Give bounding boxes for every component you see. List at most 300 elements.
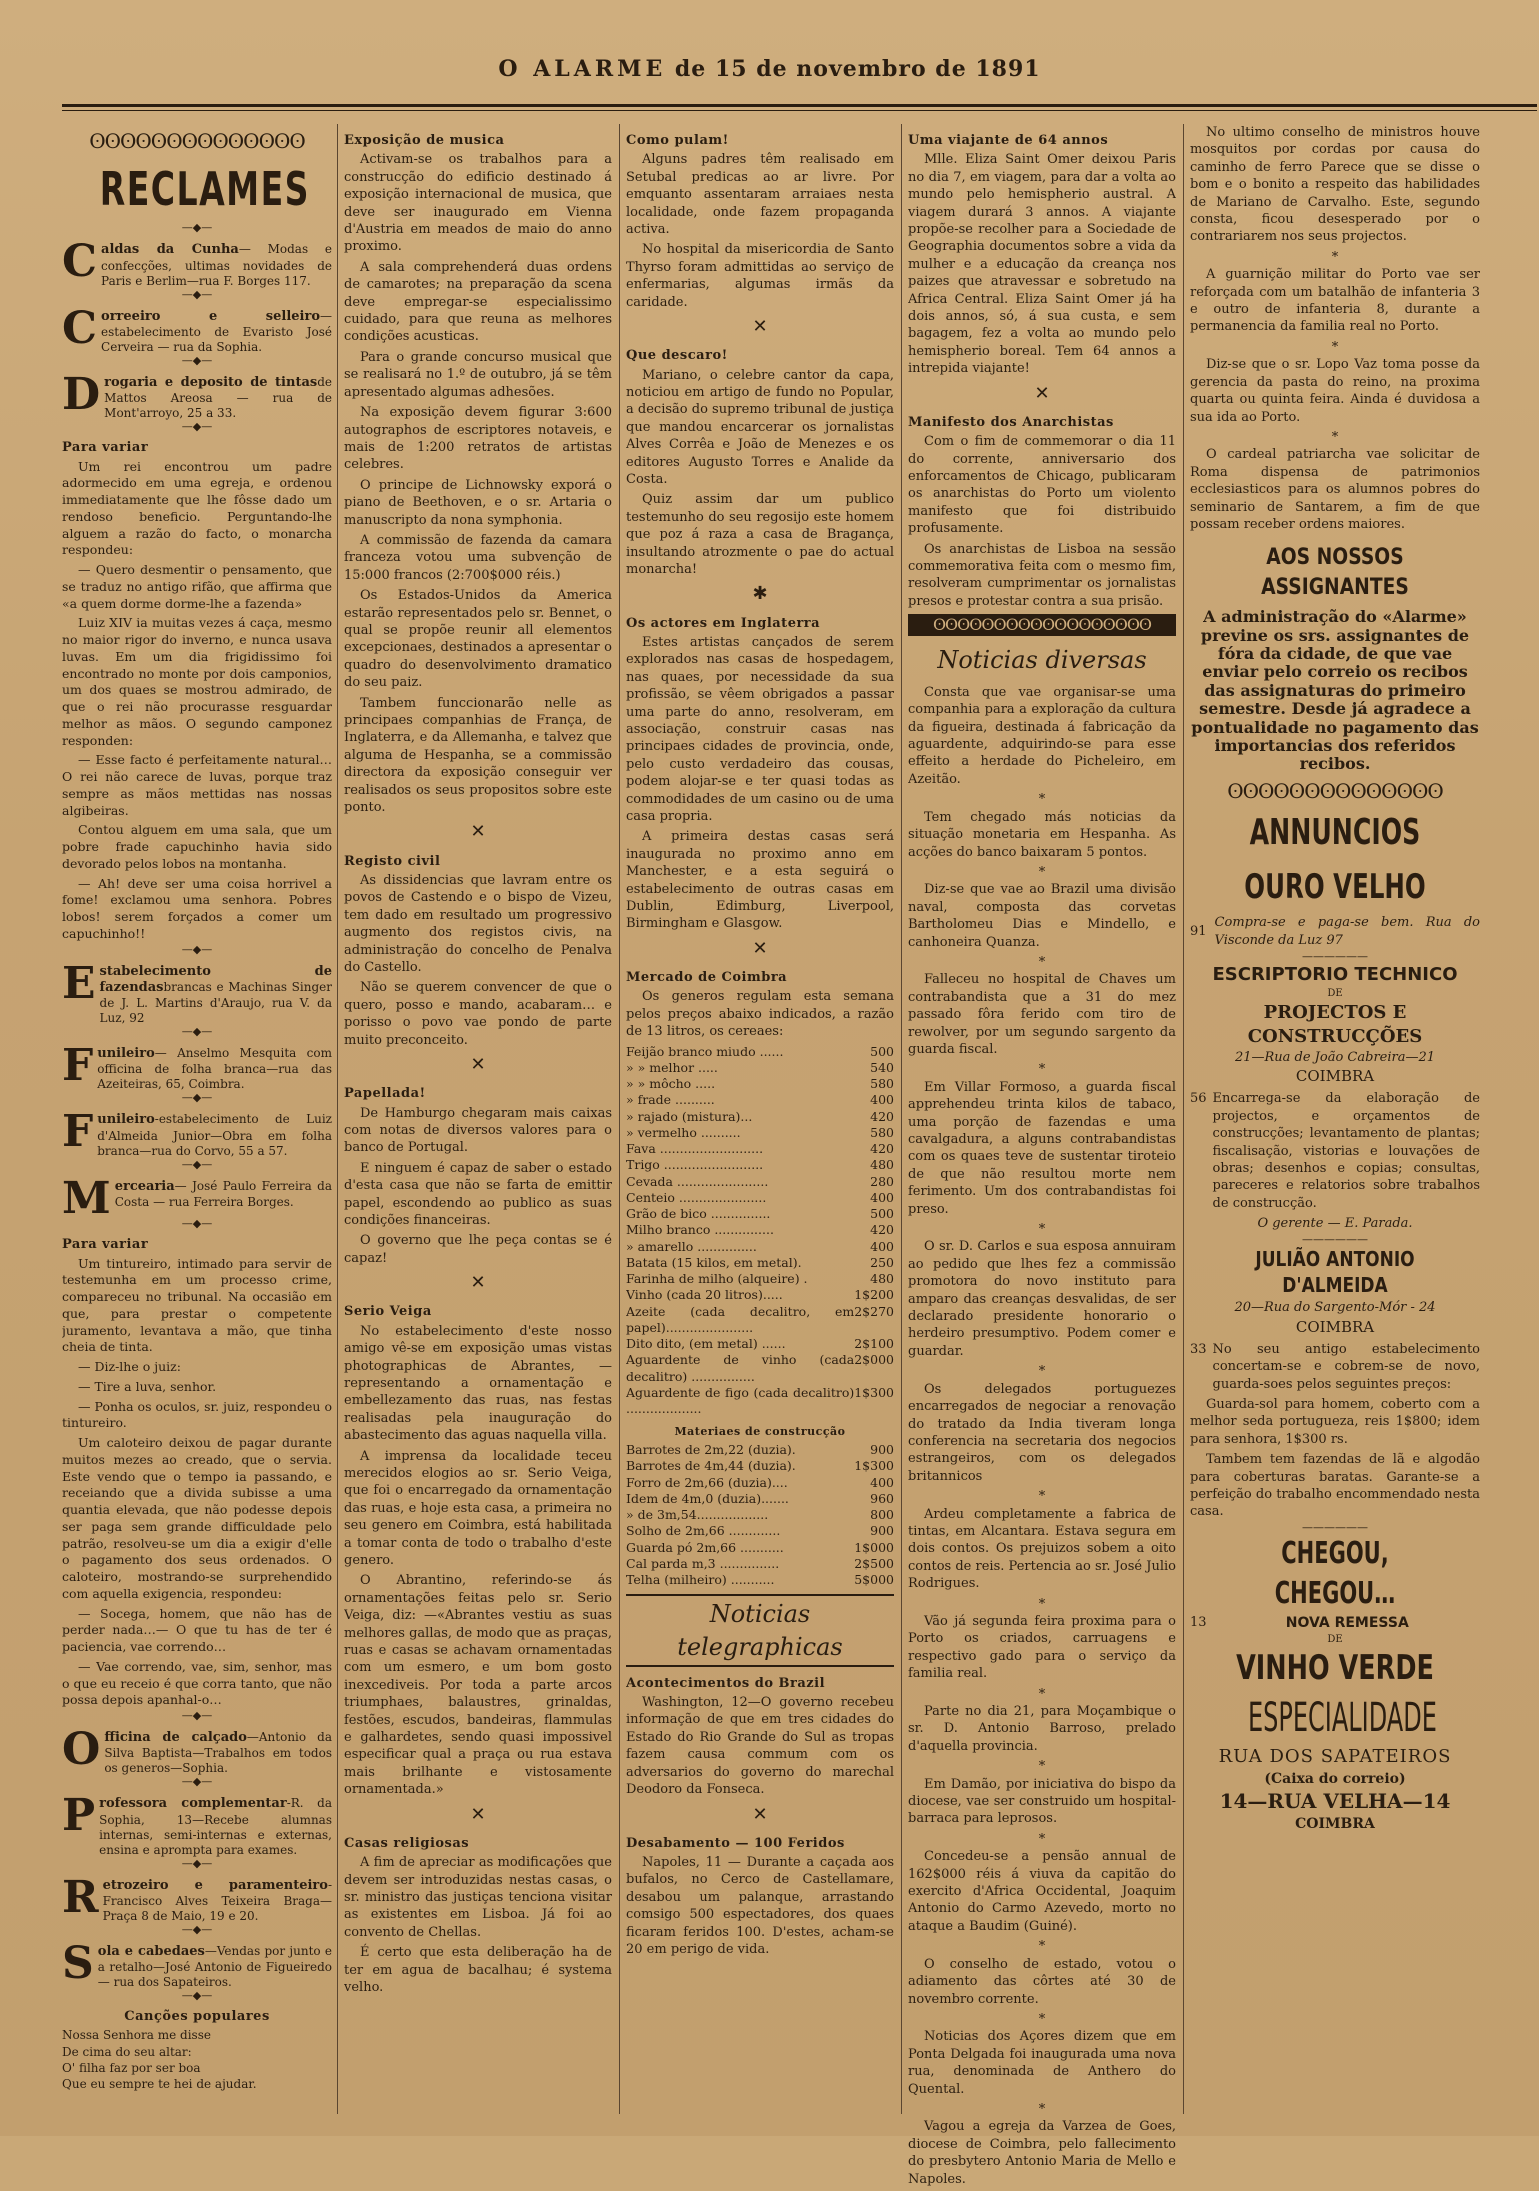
cross-separator: ✕ (752, 1803, 768, 1825)
divider: —◆— (181, 942, 213, 956)
article-registo (344, 872, 612, 1049)
article-paragraph: A primeira destas casas será inaugurada no proximo anno em Manchester, e a esta seguirá o estabelecimento de outras casas em Dublin, Edimburg, Liverpool, Birmingham e Glasgow. (626, 829, 894, 932)
reclame-ad (62, 1040, 332, 1092)
heading-brazil: Acontecimentos do Brazil (626, 1675, 826, 1691)
materials-title: Materiaes de construcção (674, 1425, 846, 1439)
price-value: 420 (870, 1108, 894, 1124)
price-row (626, 1287, 894, 1303)
price-row (626, 1352, 894, 1385)
heading-papellada: Papellada! (344, 1086, 426, 1102)
price-item: Solho de 2m,66 ............. (626, 1523, 781, 1539)
ornament-border: ʘʘʘʘʘʘʘʘʘʘʘʘʘʘ (89, 129, 305, 153)
article-anarchistas (908, 433, 1176, 610)
reclame-text: unileiro-estabelecimento de Luiz d'Almeida Junior—Obra em folha branca—rua do Corvo, 55 a 57. (97, 1112, 332, 1158)
poem-line: Nossa Senhora me disse (62, 2028, 211, 2043)
reclame-text: ercearia— José Paulo Ferreira da Costa — rua Ferreira Borges. (114, 1178, 332, 1209)
price-item: Telha (milheiro) ........... (626, 1572, 775, 1588)
divider: —◆— (181, 1775, 213, 1789)
price-row (626, 1336, 894, 1352)
reclame-ad (62, 1790, 332, 1857)
anecdote-paragraph: — Tire a luva, senhor. (78, 1378, 217, 1394)
divider: —◆— (181, 1709, 213, 1723)
article-paragraph: A commissão de fazenda da camara franceza votou uma subvenção de 15:000 francos (2:700$000 réis.) (344, 532, 612, 583)
article-exposicao (344, 151, 612, 816)
ad-escriptorio-de: DE (1327, 988, 1343, 1000)
price-item: Farinha de milho (alqueire) . (626, 1271, 808, 1287)
price-item: » » melhor ..... (626, 1059, 718, 1075)
divider: —◆— (181, 1922, 213, 1936)
news-item: O conselho de estado, votou o adiamento das côrtes até 30 de novembro corrente. (908, 1956, 1176, 2007)
cross-separator: ✕ (470, 1803, 486, 1825)
anecdotes-2 (62, 1256, 332, 1710)
anecdote-paragraph: Luiz XIV ia muitas vezes á caça, mesmo no maior rigor do inverno, e nunca usava luvas. Em um dia frigidissimo foi encontrado no monte por dois camponios, um dos quaes se mostrou admirado, de que o rei não procurasse resguardar melhor as mãos. O segundo camponez responden: (62, 615, 332, 748)
price-value: 2$270 (854, 1303, 894, 1319)
drop-cap: P (62, 1790, 96, 1842)
reclames-ads (62, 236, 332, 434)
price-row (626, 1076, 894, 1092)
star-separator: * (1038, 864, 1046, 880)
reclame-name: etrozeiro e paramenteiro (102, 1877, 328, 1893)
price-row (626, 1523, 894, 1539)
reclame-name: fficina de calçado (104, 1730, 247, 1746)
price-value: 480 (870, 1157, 894, 1173)
divider: —◆— (181, 1989, 213, 2003)
poem-line: De cima do seu altar: (62, 2044, 192, 2059)
price-row (626, 1174, 894, 1190)
reclame-ad (62, 1106, 332, 1158)
article-como-pulam (626, 151, 894, 311)
price-row (626, 1206, 894, 1222)
ad-juliao-body (1190, 1341, 1480, 1396)
price-value: 580 (870, 1076, 894, 1092)
article-paragraph: Os Estados-Unidos da America estarão representados pelo sr. Bennet, o qual se propõe reunir all elementos excepcionaes, destinados a apresentar o quadro do desenvolvimento dramatico do seu paiz. (344, 588, 612, 691)
reclame-ad (62, 1724, 332, 1776)
price-item: » rajado (mistura)... (626, 1108, 753, 1124)
price-row (626, 1475, 894, 1491)
mercado-intro: Os generos regulam esta semana pelos preços abaixo indicados, a razão de 13 litros, os cereaes: (626, 989, 894, 1040)
article-casas (344, 1854, 612, 1996)
heading-descaro: Que descaro! (626, 348, 728, 364)
column-divider (1183, 124, 1184, 2114)
subscribers-text: A administração do «Alarme» previne os srs. assignantes de fóra da cidade, de que vae enviar pelo correio os recibos das assignaturas do primeiro semestre. Desde já agradece a pontualidade no pagamento das importancias dos referidos recibos. (1191, 607, 1479, 774)
column-reclames (62, 124, 332, 2092)
article-paragraph: Na exposição devem figurar 3:600 autographos de escriptores notaveis, e mais de 1:200 retratos de artistas celebres. (344, 405, 612, 473)
heading-como-pulam: Como pulam! (626, 133, 729, 148)
anecdote-paragraph: — Ah! deve ser uma coisa horrivel a fome! exclamou uma senhora. Pobres lobos! serem forçados a comer um capuchinho!! (62, 875, 332, 941)
para-variar-heading: Para variar (62, 440, 149, 456)
ad-chegou-address-2: 14—RUA VELHA—14 (1219, 1789, 1451, 1814)
article-paragraph: O principe de Lichnowsky exporá o piano de Beethoven, e o sr. Artaria o manuscripto da nona symphonia. (344, 477, 612, 528)
price-value: 400 (870, 1474, 894, 1490)
anecdote-paragraph: Contou alguem em uma sala, que um pobre frade capuchinho havia sido devorado pelos lobos na montanha. (62, 822, 332, 871)
article-paragraph: Com o fim de commemorar o dia 11 do corrente, anniversario dos enforcamentos de Chicago, publicaram os anarchistas do Porto um violento manifesto que foi distribuido profusamente. (908, 434, 1176, 537)
price-row (626, 1190, 894, 1206)
reclame-name: unileiro (97, 1112, 155, 1128)
ad-chegou-sub: NOVA REMESSA (1285, 1615, 1409, 1632)
price-item: Fava .......................... (626, 1141, 764, 1157)
news-item: No ultimo conselho de ministros houve mosquitos por cordas por causa do caminho de ferro Parece que se disse o bom e o bonito a respeito das habilidades de Mariano de Carvalho. Este, segundo consta, ficou desesperado por o contrariarem nos seus projectos. (1190, 125, 1480, 245)
drop-cap: O (62, 1724, 101, 1776)
price-value: 960 (870, 1490, 894, 1506)
materials-table (626, 1442, 894, 1588)
column-5-items (1190, 124, 1480, 533)
price-row (626, 1239, 894, 1255)
star-separator: * (1038, 1759, 1046, 1775)
heading-serio-veiga: Serio Veiga (344, 1304, 432, 1320)
news-item: Parte no dia 21, para Moçambique o sr. D. Antonio Barroso, prelado d'aquella provincia. (908, 1704, 1176, 1754)
heading-actores: Os actores em Inglaterra (626, 615, 821, 631)
heading-desabamento: Desabamento — 100 Feridos (626, 1835, 845, 1851)
ad-escriptorio-address: 21—Rua de João Cabreira—21 (1234, 1049, 1436, 1065)
price-value: 1$300 (854, 1384, 894, 1400)
article-paragraph: No estabelecimento d'este nosso amigo vê-se em exposição umas vistas photographicas de Abrantes, —representando a ornamentação e embellezamento das ruas, nas festas realisadas pela inauguração do abastecimento das aguas naquella villa. (344, 1323, 612, 1444)
ad-juliao-city: COIMBRA (1295, 1317, 1375, 1336)
article-paragraph: E ninguem é capaz de saber o estado d'esta casa que não se farta de emittir papel, escondendo ao publico as suas condições financeiras. (344, 1160, 612, 1228)
reclame-name: aldas da Cunha (101, 242, 239, 258)
news-item: Diz-se que vae ao Brazil uma divisão naval, composta das corvetas Bartholomeu Dias e Mindello, e canhoneira Quanza. (908, 882, 1176, 950)
heading-exposicao: Exposição de musica (344, 133, 505, 148)
divider: —————— (1302, 1520, 1368, 1534)
ad-chegou-title: CHEGOU, CHEGOU… (1274, 1535, 1396, 1611)
price-value: 5$000 (854, 1572, 894, 1588)
drop-cap: R (62, 1871, 99, 1923)
news-item: O sr. D. Carlos e sua esposa annuiram ao pedido que lhes fez a commissão promotora do novo instituto para amparo das creanças desvalidas, de ser declarado presidente honorario o herdeiro presumptivo. Podem comer e guardar. (908, 1239, 1176, 1359)
article-paragraph: As dissidencias que lavram entre os povos de Castendo e o bispo de Vizeu, tem dado em resultado um progressivo augmento dos registos civis, na administração do concelho de Penalva do Castello. (344, 872, 612, 975)
reclame-name: orreeiro e selleiro (101, 308, 320, 324)
reclame-text: rofessora complementar-R. da Sophia, 13—Recebe alumnas internas, semi-internas e externas, ensina e apromptа para exames. (99, 1796, 332, 1857)
price-item: Trigo ......................... (626, 1157, 764, 1173)
ad-chegou-caixa: (Caixa do correio) (1264, 1770, 1406, 1787)
price-value: 280 (870, 1173, 894, 1189)
price-row (626, 1491, 894, 1507)
column-divider (337, 124, 338, 2114)
price-item: Cal parda m,3 ............... (626, 1555, 780, 1571)
drop-cap: F (62, 1106, 94, 1158)
ad-escriptorio-city: COIMBRA (1295, 1067, 1375, 1086)
article-paragraph: É certo que esta deliberação ha de ter em agua de bacalhau; é systema velho. (344, 1945, 612, 1996)
heading-viajante: Uma viajante de 64 annos (908, 133, 1109, 148)
reclame-ad (62, 957, 332, 1027)
poem-line: O' filha faz por ser boa (62, 2060, 201, 2075)
article-paragraph: O governo que lhe peça contas se é capaz! (344, 1233, 612, 1266)
star-separator: * (1038, 1062, 1046, 1078)
cross-separator: ✕ (752, 937, 768, 959)
divider: —◆— (181, 1025, 213, 1039)
price-row (626, 1458, 894, 1474)
article-paragraph: No hospital da misericordia de Santo Thyrso foram admittidas ao serviço de enfermarias, algumas irmãs da caridade. (626, 242, 894, 310)
anecdote-paragraph: — Esse facto é perfeitamente natural… O rei não carece de luvas, porque traz sempre as mãos mettidas nas nossas algibeiras. (62, 752, 332, 818)
reclame-text: orreeiro e selleiro— estabelecimento de Evaristo José Cerveira — rua da Sophia. (101, 308, 332, 354)
reclame-ad (62, 302, 332, 355)
article-paragraph: Tambem funccionarão nelle as principaes companhias de França, de Inglaterra, e da Allemanha, e talvez que alguma de Hespanha, se a commissão directora da exposição conseguir ver realisados os seus propositos sobre este ponto. (344, 695, 612, 816)
ad-juliao-text: No seu antigo estabelecimento concertam-se e cobrem-se de novo, guarda-soes pelos seguintes preços: (1212, 1341, 1480, 1392)
ad-juliao-text-3: Tambem tem fazendas de lã e algodão para coberturas baratas. Garante-se a perfeição do trabalho encommendado nesta casa. (1190, 1452, 1480, 1520)
price-item: Dito dito, (em metal) ...... (626, 1336, 786, 1352)
ad-number: 13 (1190, 1615, 1207, 1631)
price-row (626, 1092, 894, 1108)
ad-vinho-title: VINHO VERDE (1236, 1648, 1434, 1689)
news-item: O cardeal patriarcha vae solicitar de Roma dispensa de patrimonios ecclesiasticos para os alumnos pobres do seminario de Santarem, a fim de que possam receber ordens maiores. (1190, 447, 1480, 532)
drop-cap: E (62, 957, 96, 1009)
price-value: 2$000 (854, 1352, 894, 1368)
price-item: Azeite (cada decalitro, em papel)...................... (626, 1303, 855, 1335)
subscribers-title: AOS NOSSOS ASSIGNANTES (1261, 545, 1409, 600)
anecdote-paragraph: — Diz-lhe o juiz: (78, 1359, 181, 1375)
price-row (626, 1540, 894, 1556)
ornament-strip: ʘʘʘʘʘʘʘʘʘʘʘʘʘʘʘʘʘʘ (908, 614, 1176, 635)
banner-telegraphicas: Noticias telegraphicas (626, 1594, 894, 1666)
news-item: Tem chegado más noticias da situação monetaria em Hespanha. As acções do banco baixaram 5 pontos. (908, 809, 1176, 860)
reclame-name: unileiro (97, 1046, 155, 1062)
drop-cap: M (62, 1172, 111, 1224)
anecdote-paragraph: Um tintureiro, intimado para servir de testemunha em um processo crime, compareceu no tribunal. Na occasião em que, para prestar o competente juramento, levantava a mão, que tinha cheia de tinta. (62, 1255, 332, 1355)
divider: —◆— (181, 1091, 213, 1105)
star-separator: * (1038, 792, 1046, 808)
ad-escriptorio-title: ESCRIPTORIO TECHNICO (1212, 964, 1458, 986)
divider: —◆— (181, 420, 213, 434)
article-descaro (626, 367, 894, 579)
article-brazil: Washington, 12—O governo recebeu informação de que em tres cidades do Estado do Rio Grande do Sul as tropas fazem causa commum com os adversarios do governo do marechal Deodoro da Fonseca. (626, 1695, 894, 1798)
column-4 (908, 124, 1176, 2191)
news-item: Os delegados portuguezes encarregados de negociar a renovação do tratado da India tiveram longa conferencia na secretaria dos negocios estrangeiros, com os delegados britannicos (908, 1381, 1176, 1484)
ad-ouro-velho-text: Compra-se e paga-se bem. Rua do Visconde da Luz 97 (1214, 915, 1480, 948)
poem-line: Que eu sempre te hei de ajudar. (62, 2076, 257, 2091)
article-paragraph: A sala comprehenderá duas ordens de camarotes; na preparação da scena deve empregar-se especialissimo cuidado, para que reuna as melhores condições acusticas. (344, 259, 612, 345)
star-separator: * (1331, 339, 1339, 355)
news-item: A guarnição militar do Porto vae ser reforçada com um batalhão de infanteria 3 e outro de infanteria 8, durante a permanencia da familia real no Porto. (1190, 267, 1480, 335)
reclames-ads-3 (62, 1724, 332, 2003)
reclame-ad (62, 368, 332, 421)
price-row (626, 1222, 894, 1238)
article-viajante: Mlle. Eliza Saint Omer deixou Paris no dia 7, em viagem, para dar a volta ao mundo pelo hemispherio austral. A viagem durará 3 annos. A viajante propõe-se recolher para a Sociedade de Geographia documentos sobre a vida da mulher e a educação da creança nos paizes que atravessar e sobretudo na Africa Central. Eliza Saint Omer já ha dois annos, só, á sua custa, e sem bagagem, fez a volta ao mundo pelo hemispherio boreal. Tem 64 annos a intrepida viajante! (908, 152, 1176, 377)
anecdote-paragraph: — Vae correndo, vae, sim, senhor, mas o que eu receio é que corra tanto, que não possa depois apanhal-o… (62, 1658, 332, 1708)
divider: —◆— (181, 287, 213, 301)
price-value: 500 (870, 1206, 894, 1222)
price-value: 420 (870, 1141, 894, 1157)
price-item: Guarda pó 2m,66 ........... (626, 1539, 784, 1555)
price-item: Barrotes de 4m,44 (duzia). (626, 1458, 796, 1474)
reclame-text: aldas da Cunha— Modas e confecções, ultimas novidades de Paris e Berlim—rua F. Borges 117. (101, 242, 332, 288)
cross-separator: ✱ (752, 583, 768, 605)
price-item: » amarello ............... (626, 1238, 757, 1254)
cross-separator: ✕ (470, 821, 486, 843)
news-item: Vagou a egreja da Varzea de Goes, diocese de Coimbra, pelo fallecimento do presbytero Antonio Maria de Mello e Napoles. (908, 2119, 1176, 2187)
masthead-title: O ALARME (498, 56, 667, 82)
price-value: 480 (870, 1271, 894, 1287)
price-row (626, 1304, 894, 1337)
price-item: Feijão branco miudo ...... (626, 1043, 784, 1059)
drop-cap: D (62, 368, 101, 420)
article-paragraph: A fim de apreciar as modificações que devem ser introduzidas nestas casas, o sr. ministro das justiças tenciona visitar as existentes em Lisboa. Já foi ao convento de Chellas. (344, 1855, 612, 1940)
price-item: Aguardente de figo (cada decalitro) ................... (626, 1384, 855, 1417)
price-value: 580 (870, 1124, 894, 1140)
column-divider (619, 124, 620, 2114)
divider: —◆— (181, 1217, 213, 1231)
price-value: 1$200 (854, 1287, 894, 1303)
anecdote-paragraph: — Quero desmentir o pensamento, que se traduz no antigo rifão, que affirma que «a quem dorme dorme-lhe a fazenda» (62, 562, 332, 611)
reclame-ad (62, 1172, 332, 1224)
price-item: Batata (15 kilos, em metal). (626, 1254, 802, 1270)
article-paragraph: Quiz assim dar um publico testemunho do seu regosijo este homem que poz á raza a casa de Bragança, insultando atrozmente o pae do actual monarcha! (626, 492, 894, 578)
ad-escriptorio-manager: O gerente — E. Parada. (1257, 1216, 1413, 1232)
cross-separator: ✕ (1034, 382, 1050, 404)
reclame-name: ercearia (114, 1178, 175, 1194)
price-value: 400 (870, 1092, 894, 1108)
anecdotes (62, 459, 332, 943)
anecdote-paragraph: — Ponha os oculos, sr. juiz, respondeu o tintureiro. (62, 1398, 332, 1431)
banner-diversas: Noticias diversas (937, 645, 1147, 674)
column-3 (626, 124, 894, 1961)
article-paragraph: Os anarchistas de Lisboa na sessão commemorativa feita com o mesmo fim, resolveram cumprimentar os jornalistas presos e protestar contra a sua prisão. (908, 541, 1176, 609)
drop-cap: C (62, 236, 98, 288)
price-value: 500 (870, 1043, 894, 1059)
drop-cap: S (62, 1937, 94, 1989)
article-paragraph: Mariano, o celebre cantor da capa, noticiou em artigo de fundo no Popular, a decisão do supremo tribunal de justiça que mandou encarcerar os jornalistas Alves Corrêa e João de Menezes e os editores Augusto Torres e Analide da Costa. (626, 367, 894, 488)
article-paragraph: Não se querem convencer de que o quero, posso e mando, acabaram… e porisso o povo vae pondo de parte muito preconceito. (344, 980, 612, 1048)
star-separator: * (1038, 1939, 1046, 1955)
star-separator: * (1038, 1222, 1046, 1238)
reclame-ad (62, 1937, 332, 1990)
price-item: Idem de 4m,0 (duzia)....... (626, 1490, 789, 1506)
ornament-border: ʘʘʘʘʘʘʘʘʘʘʘʘʘʘ (1227, 778, 1443, 803)
ad-escriptorio-title-2: PROJECTOS E CONSTRUCÇÕES (1247, 1001, 1423, 1047)
para-variar-heading-2: Para variar (62, 1237, 149, 1253)
price-item: » vermelho .......... (626, 1124, 741, 1140)
article-desabamento: Napoles, 11 — Durante a caçada aos bufalos, no Cerco de Castellamare, desabou um palanque, arrastando comsigo 500 espectadores, dos quaes ficaram feridos 100. D'estes, acham-se 20 em perigo de vida. (626, 1855, 894, 1958)
divider: —◆— (181, 221, 213, 235)
price-row (626, 1109, 894, 1125)
price-row (626, 1044, 894, 1060)
poem (62, 2027, 332, 2091)
anecdote-paragraph: — Socega, homem, que não has de perder nada…— O que tu has de ter é paciencia, vae correndo… (62, 1605, 332, 1655)
price-row (626, 1271, 894, 1287)
price-table (626, 1044, 894, 1418)
divider: —————— (1302, 950, 1368, 964)
price-row (626, 1255, 894, 1271)
reclame-ad (62, 1871, 332, 1924)
price-row (626, 1125, 894, 1141)
star-separator: * (1038, 1364, 1046, 1380)
cross-separator: ✕ (470, 1054, 486, 1076)
ad-chegou-address: RUA DOS SAPATEIROS (1218, 1746, 1452, 1768)
ad-chegou-de: DE (1327, 1633, 1343, 1645)
price-value: 2$100 (854, 1336, 894, 1352)
drop-cap: C (62, 302, 98, 354)
price-value: 900 (870, 1523, 894, 1539)
price-value: 400 (870, 1238, 894, 1254)
article-paragraph: Activam-se os trabalhos para a construcção do edificio destinado á exposição internacional de musica, que deve ser inaugurado em Vienna d'Austria em meados de maio do anno proximo. (344, 152, 612, 255)
divider: —◆— (181, 353, 213, 367)
cross-separator: ✕ (752, 316, 768, 338)
price-value: 2$500 (854, 1555, 894, 1571)
star-separator: * (1038, 2101, 1046, 2117)
price-row (626, 1157, 894, 1173)
price-value: 540 (870, 1059, 894, 1075)
reclame-name: rogaria e deposito de tintas (104, 374, 318, 390)
ad-ouro-velho-title: OURO VELHO (1244, 866, 1426, 907)
price-item: » » môcho ..... (626, 1076, 716, 1092)
price-value: 1$000 (854, 1539, 894, 1555)
news-item: Diz-se que o sr. Lopo Vaz toma posse da gerencia da pasta do reino, na proxima quarta ou quinta feira. Ainda é duvidosa a sua ida ao Porto. (1190, 357, 1480, 425)
reclame-name: stabelecimento de fazendas (99, 963, 332, 995)
news-item: Noticias dos Açores dizem que em Ponta Delgada foi inaugurada uma nova rua, denominada de Anthero do Quental. (908, 2029, 1176, 2097)
star-separator: * (1038, 1831, 1046, 1847)
star-separator: * (1038, 1489, 1046, 1505)
star-separator: * (1038, 2011, 1046, 2027)
divider: —————— (1302, 1232, 1368, 1246)
ad-number: 56 (1190, 1091, 1207, 1107)
article-actores (626, 634, 894, 933)
price-row (626, 1572, 894, 1588)
drop-cap: F (62, 1040, 94, 1092)
price-value: 400 (870, 1189, 894, 1205)
article-paragraph: Alguns padres têm realisado em Setubal predicas ao ar livre. Por emquanto assentaram arraiaes nesta localidade, onde fazem propaganda activa. (626, 152, 894, 238)
reclame-text: ola e cabedaes—Vendas por junto e a retalho—José Antonio de Figueiredo — rua dos Sapateiros. (97, 1943, 332, 1990)
news-item: Em Villar Formoso, a guarda fiscal apprehendeu trinta kilos de tabaco, uma porção de fazendas e uma cavalgadura, a alguns contrabandistas com os quaes teve de sustentar tiroteio de que não resultou morte nem ferimento. Um dos contrabandistas foi preso. (908, 1079, 1176, 1217)
price-value: 1$300 (854, 1458, 894, 1474)
reclame-name: ola e cabedaes (97, 1943, 205, 1959)
price-item: Forro de 2m,66 (duzia).... (626, 1474, 788, 1490)
news-item: Concedeu-se a pensão annual de 162$000 réis á viuva da capitão do exercito d'Africa Occidental, Joaquim Antonio do Carmo Azevedo, morto no ataque a Baudim (Guiné). (908, 1849, 1176, 1934)
top-rule-thin (62, 110, 1537, 111)
news-item: Vão já segunda feira proxima para o Porto os criados, carruagens e respectivo gado para o serviço da familia real. (908, 1613, 1176, 1682)
poem-title: Canções populares (124, 2009, 270, 2025)
price-value: 250 (870, 1254, 894, 1270)
news-item: Ardeu completamente a fabrica de tintas, em Alcantara. Estava segura em dois contos. Os prejuizos sobem a oito contos de reis. Pertencia ao sr. José Julio Rodrigues. (908, 1506, 1176, 1592)
article-paragraph: A imprensa da localidade teceu merecidos elogios ao sr. Serio Veiga, que foi o encarregado da ornamentação das ruas, e hoje esta casa, a primeira no seu genero em Coimbra, está habilitada a tomar conta de todo o trabalho d'este genero. (344, 1448, 612, 1568)
news-item: Consta que vae organisar-se uma companhia para a exploração da cultura da figueira, destinada á fabricação da aguardente, adquirindo-se para esse effeito a herdade do Picheleiro, em Azeitão. (908, 684, 1176, 787)
reclame-text: rogaria e deposito de tintasde Mattos Areosa — rua de Mont'arroyo, 25 a 33. (104, 374, 332, 421)
price-item: Milho branco ............... (626, 1222, 774, 1238)
star-separator: * (1038, 954, 1046, 970)
ad-escriptorio-text: Encarrega-se da elaboração de projectos, e orçamentos de construcções; levantamento de plantas; fiscalisação, vistorias e louvações de obras; desenhos e copias; consultas, pareceres e relatorios sobre trabalhos de construcção. (1212, 1091, 1480, 1211)
article-papellada (344, 1105, 612, 1268)
price-row (626, 1060, 894, 1076)
price-row (626, 1556, 894, 1572)
annuncios-title: ANNUNCIOS (1249, 811, 1421, 853)
star-separator: * (1331, 429, 1339, 445)
news-item: Falleceu no hospital de Chaves um contrabandista que a 31 do mez passado fôra ferido com tiro de rewolver, por um segundo sargento da guarda fiscal. (908, 972, 1176, 1057)
anecdote-paragraph: Um rei encontrou um padre adormecido em uma egreja, e ordenou immediatamente que lhe fôsse dado um rendoso beneficio. Perguntando-lhe alguem a razão do facto, o monarcha respondeu: (62, 458, 332, 558)
heading-registo: Registo civil (344, 853, 441, 869)
article-paragraph: De Hamburgo chegaram mais caixas com notas de diversos valores para o banco de Portugal. (344, 1105, 612, 1156)
reclame-text: stabelecimento de fazendasbrancas e Machinas Singer de J. L. Martins d'Araujo, rua V. da Luz, 92 (99, 963, 332, 1026)
star-separator: * (1038, 1596, 1046, 1612)
column-5 (1190, 124, 1480, 1834)
price-value: 900 (870, 1442, 894, 1458)
ad-chegou-city: COIMBRA (1295, 1816, 1375, 1833)
price-row (626, 1442, 894, 1458)
article-paragraph: O Abrantino, referindo-se ás ornamentações feitas pelo sr. Serio Veiga, diz: —«Abrantes vestiu as suas melhores gallas, de modo que as praças, ruas e casas se achavam ornamentadas com um esmero, e um bom gosto inexcediveis. Por toda a parte arcos triumphaes, balaustres, grinaldas, festões, escudos, bandeiras, flammulas e galhardetes, sendo quasi impossivel especificar qual a praça ou rua estava mais brilhante e vistosamente ornamentada.» (344, 1573, 612, 1798)
reclame-text: unileiro— Anselmo Mesquita com officina de folha branca—rua das Azeiteiras, 65, Coimbra. (97, 1046, 332, 1092)
divider: —◆— (181, 1157, 213, 1171)
ad-juliao-text-2: Guarda-sol para homem, coberto com a melhor seda portugueza, reis 1$800; idem para senhora, 1$300 rs. (1190, 1396, 1480, 1447)
ad-ouro-velho-body (1190, 914, 1480, 949)
reclame-ad (62, 236, 332, 288)
heading-casas: Casas religiosas (344, 1835, 470, 1851)
divider: —◆— (181, 1856, 213, 1870)
ad-number: 33 (1190, 1341, 1207, 1357)
masthead-date: de 15 de novembro de 1891 (674, 56, 1041, 82)
ad-chegou-sub-row (1190, 1614, 1480, 1633)
reclame-name: rofessora complementar (99, 1796, 287, 1812)
top-rule (62, 104, 1537, 107)
ad-juliao-address: 20—Rua do Sargento-Mór - 24 (1234, 1300, 1436, 1316)
news-item: Em Damão, por iniciativa do bispo da diocese, vae ser construido um hospital-barraca para leprosos. (908, 1776, 1176, 1827)
noticias-diversas (908, 684, 1176, 2188)
ad-number: 91 (1190, 924, 1207, 940)
price-item: » frade .......... (626, 1092, 715, 1108)
